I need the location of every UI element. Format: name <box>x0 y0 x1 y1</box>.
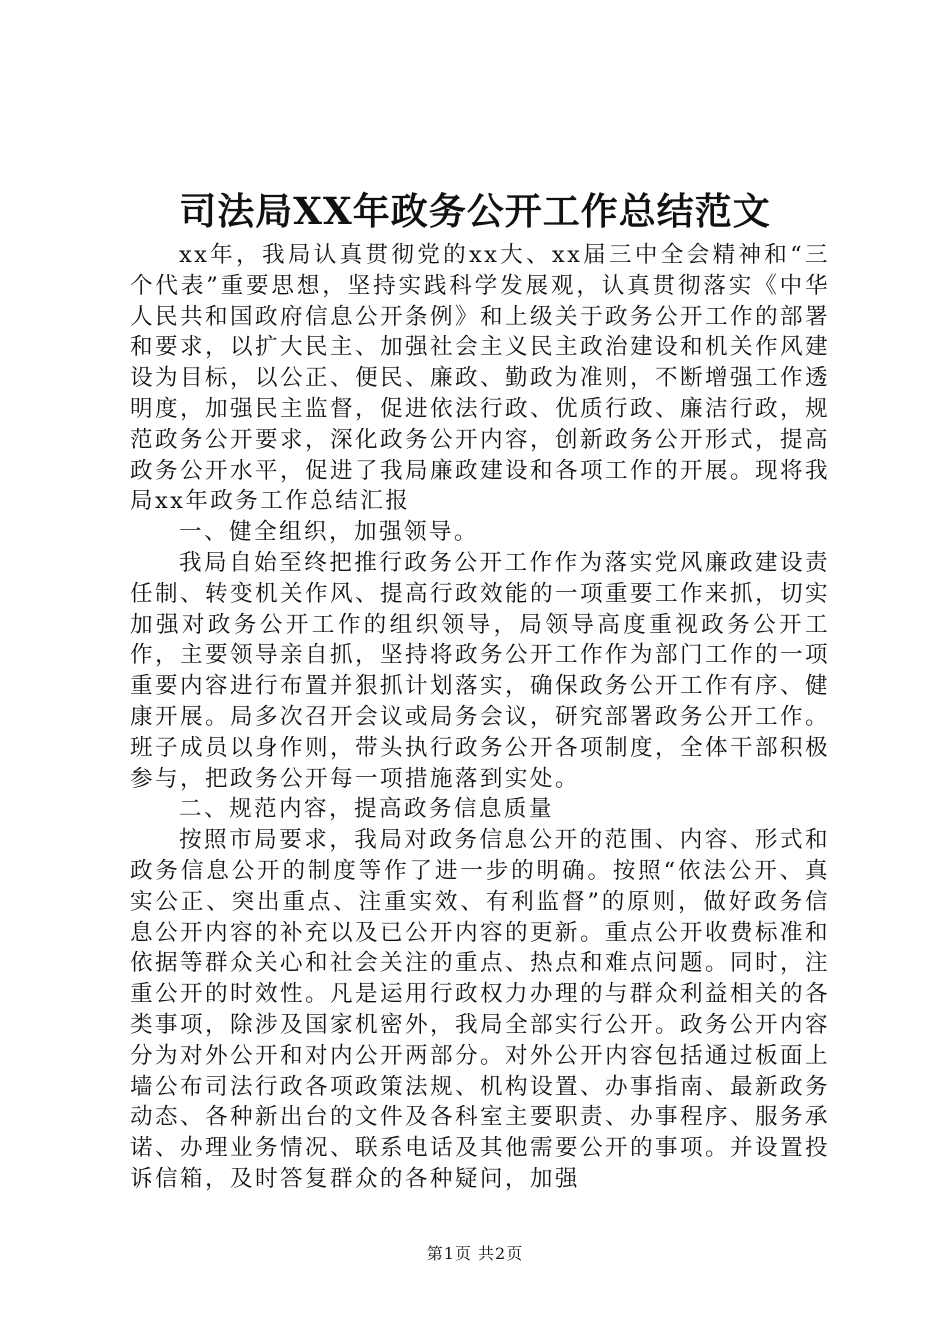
intro-paragraph: xx年，我局认真贯彻党的xx大、xx届三中全会精神和“三个代表”重要思想，坚持实践科学发展观，认真贯彻落实《中华人民共和国政府信息公开条例》和上级关于政务公开工作的部署和要求，以扩大民主、加强社会主义民主政治建设和机关作风建设为目标，以公正、便民、廉政、勤政为准则，不断增强工作透明度，加强民主监督，促进依法行政、优质行政、廉洁行政，规范政务公开要求，深化政务公开内容，创新政务公开形式，提高政务公开水平，促进了我局廉政建设和各项工作的开展。现将我局xx年政务工作总结汇报 <box>130 242 831 515</box>
page-number-footer: 第1页 共2页 <box>426 1244 524 1263</box>
document-title: 司法局XX年政务公开工作总结范文 <box>179 189 771 233</box>
section-2-paragraph: 按照市局要求，我局对政务信息公开的范围、内容、形式和政务信息公开的制度等作了进一步的明确。按照“依法公开、真实公正、突出重点、注重实效、有利监督”的原则，做好政务信息公开内容的补充以及已公开内容的更新。重点公开收费标准和依据等群众关心和社会关注的重点、热点和难点问题。同时，注重公开的时效性。凡是运用行政权力办理的与群众利益相关的各类事项，除涉及国家机密外，我局全部实行公开。政务公开内容分为对外公开和对内公开两部分。对外公开内容包括通过板面上墙公布司法行政各项政策法规、机构设置、办事指南、最新政务动态、各种新出台的文件及各科室主要职责、办事程序、服务承诺、办理业务情况、联系电话及其他需要公开的事项。并设置投诉信箱，及时答复群众的各种疑问，加强 <box>130 827 831 1192</box>
section-1-paragraph: 我局自始至终把推行政务公开工作作为落实党风廉政建设责任制、转变机关作风、提高行政效能的一项重要工作来抓，切实加强对政务公开工作的组织领导，局领导高度重视政务公开工作，主要领导亲自抓，坚持将政务公开工作作为部门工作的一项重要内容进行布置并狠抓计划落实，确保政务公开工作有序、健康开展。局多次召开会议或局务会议，研究部署政务公开工作。班子成员以身作则，带头执行政务公开各项制度，全体干部积极参与，把政务公开每一项措施落到实处。 <box>130 549 830 792</box>
section-heading-1: 一、健全组织，加强领导。 <box>179 519 479 546</box>
section-heading-2: 二、规范内容，提高政务信息质量 <box>179 796 554 823</box>
document-body <box>130 240 830 1195</box>
